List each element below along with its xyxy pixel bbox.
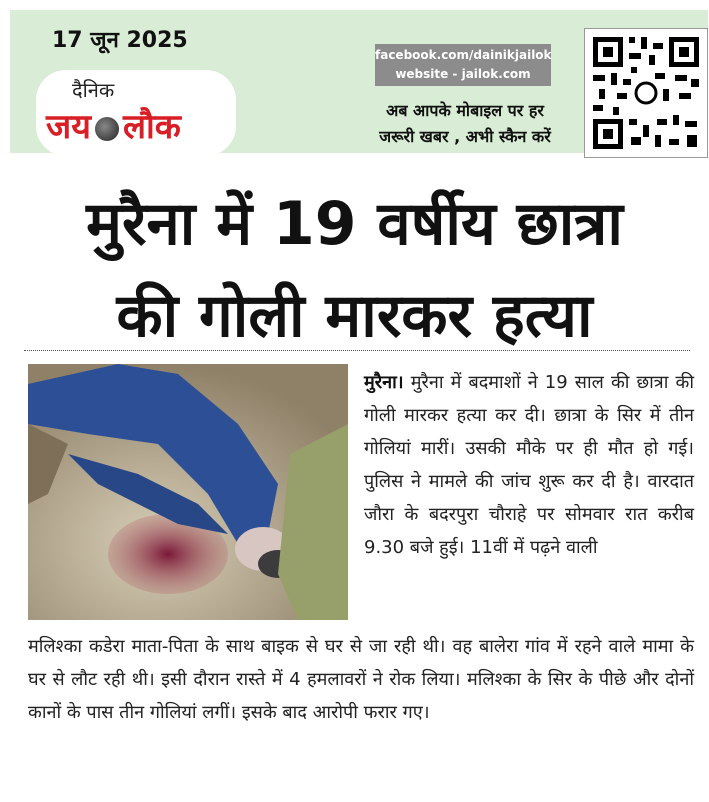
qr-code-icon bbox=[591, 35, 701, 151]
promo-line-1: अब आपके मोबाइल पर हर bbox=[386, 101, 544, 120]
article-photo bbox=[28, 364, 348, 620]
newspaper-logo[interactable] bbox=[36, 70, 236, 156]
headline-line-2: की गोली मारकर हत्या bbox=[116, 281, 593, 351]
article-body-column bbox=[364, 366, 694, 564]
article-headline bbox=[0, 178, 709, 362]
social-links-box bbox=[375, 44, 551, 86]
article-body-full-width: मलिश्का कडेरा माता-पिता के साथ बाइक से घर से जा रही थी। वह बालेरा गांव में रहने वाले मामा के घर से लौट रही थी। इसी दौरान रास्ते में 4 हमलावरों ने रोक लिया। मलिश्का के सिर के पीछे और दोनों कानों के पास तीन गोलियां लगीं। इसके बाद आरोपी फरार गए। bbox=[28, 636, 694, 723]
qr-code[interactable] bbox=[584, 28, 708, 158]
promo-line-2: जरूरी खबर , अभी स्कैन करें bbox=[379, 127, 551, 146]
crime-scene-image bbox=[28, 364, 348, 620]
globe-icon bbox=[95, 117, 119, 141]
headline-line-1: मुरैना में 19 वर्षीय छात्रा bbox=[86, 189, 623, 259]
logo-title bbox=[46, 102, 181, 148]
facebook-link[interactable]: facebook.com/dainikjailok bbox=[375, 48, 552, 62]
website-link[interactable]: website - jailok.com bbox=[395, 67, 531, 81]
article-paragraph-1: मुरैना में बदमाशों ने 19 साल की छात्रा की गोली मारकर हत्या कर दी। छात्रा के सिर में तीन गोलियां मारीं। उसकी मौके पर ही मौत हो गई। पुलिस ने मामले की जांच शुरू कर दी है। वारदात जौरा के बदरपुरा चौराहे पर सोमवार रात करीब 9.30 बजे हुई। 11वीं में पढ़ने वाली bbox=[364, 372, 694, 558]
scan-promo bbox=[360, 98, 570, 150]
headline-divider bbox=[24, 350, 690, 351]
masthead-banner bbox=[10, 10, 708, 153]
article-dateline: मुरैना। bbox=[364, 372, 404, 393]
logo-word-jay: जय bbox=[46, 107, 91, 147]
logo-subtitle: दैनिक bbox=[72, 78, 115, 102]
issue-date: 17 जून 2025 bbox=[52, 28, 188, 53]
logo-word-lok: लौक bbox=[122, 107, 181, 147]
